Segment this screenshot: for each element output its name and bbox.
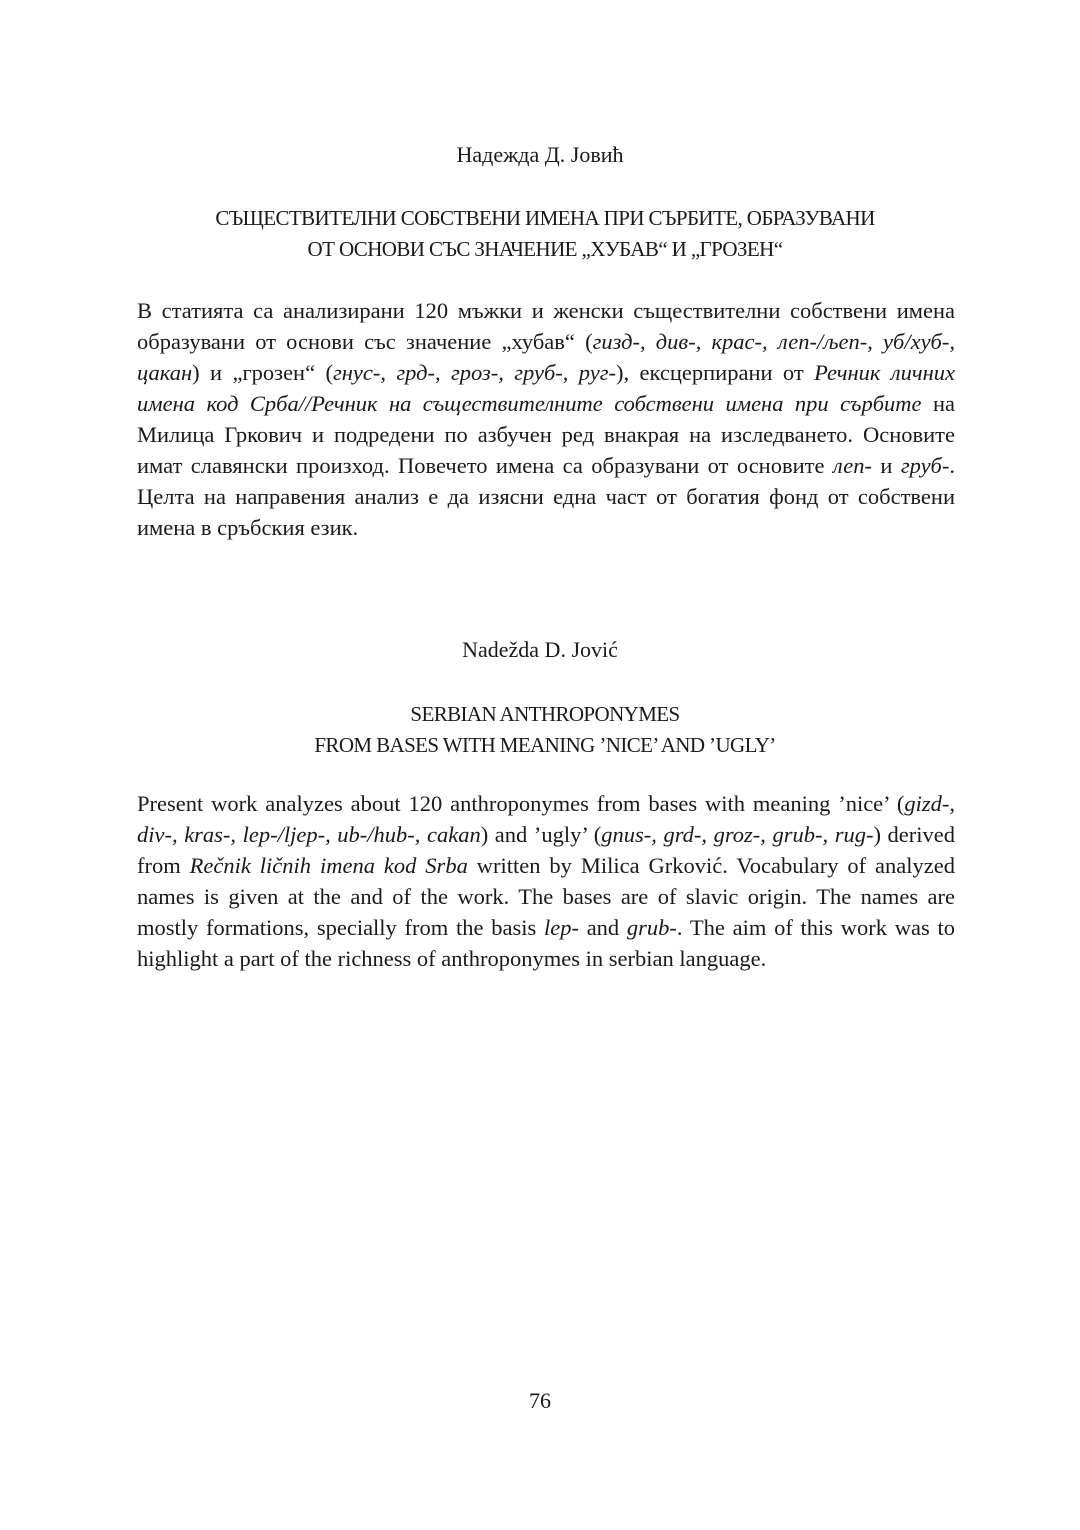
author-name-bulgarian: Надежда Д. Јовић bbox=[456, 142, 624, 167]
italic-term: леп- bbox=[832, 453, 872, 478]
title-line-1: СЪЩЕСТВИТЕЛНИ СОБСТВЕНИ ИМЕНА ПРИ СЪРБИТЕ, ОБРАЗУВАНИ bbox=[215, 206, 875, 230]
italic-term: Rečnik ličnih imena kod Srba bbox=[189, 853, 468, 878]
italic-term: гнус-, грд-, гроз-, груб-, руг- bbox=[332, 360, 617, 385]
text-run: ) and ’ugly’ ( bbox=[480, 822, 602, 847]
text-run: and bbox=[578, 915, 627, 940]
text-run: written by Milica Grković. Vocabulary of analyzed names is given at the and of the work. The bases are of slavic origin. The names are mostly formations, specially from the basis bbox=[137, 853, 955, 940]
text-run: ) и „грозен“ ( bbox=[192, 360, 333, 385]
title-line-2: FROM BASES WITH MEANING ’NICE’ AND ’UGLY’ bbox=[314, 733, 776, 757]
article-title-english bbox=[120, 699, 970, 761]
text-run: Present work analyzes about 120 anthroponymes from bases with meaning ’nice’ ( bbox=[137, 791, 905, 816]
text-run: и bbox=[871, 453, 901, 478]
title-line-2: ОТ ОСНОВИ СЪС ЗНАЧЕНИЕ „ХУБАВ“ И „ГРОЗЕН“ bbox=[307, 237, 783, 261]
text-run: ) derived from bbox=[137, 822, 955, 878]
italic-term: груб- bbox=[900, 453, 950, 478]
text-run: . Целта на направения анализ е да изясни една част от богатия фонд от собствени имена в сръбския език. bbox=[137, 453, 955, 540]
title-line-1: SERBIAN ANTHROPONYMES bbox=[410, 702, 680, 726]
italic-term: grub- bbox=[626, 915, 677, 940]
italic-term: гизд-, див-, крас-, леп-/љеп-, уб/хуб-, цакан bbox=[137, 329, 955, 385]
text-run: ), ексцерпирани от bbox=[616, 360, 815, 385]
italic-term: Речник личних имена код Срба//Речник на съществителните собствени имена при сърбите bbox=[137, 360, 955, 416]
text-run: на Милица Гркович и подредени по азбучен ред внакрая на изследването. Основите имат славянски произход. Повечето имена са образувани от основите bbox=[137, 391, 955, 478]
italic-term: gizd-, div-, kras-, lep-/ljep-, ub-/hub-, cakan bbox=[137, 791, 955, 847]
italic-term: lep- bbox=[543, 915, 579, 940]
text-run: . The aim of this work was to highlight a part of the richness of anthroponymes in serbian language. bbox=[137, 915, 955, 971]
text-run: В статията са анализирани 120 мъжки и женски съществителни собствени имена образувани от основи със значение „хубав“ ( bbox=[137, 298, 955, 354]
italic-term: gnus-, grd-, groz-, grub-, rug- bbox=[601, 822, 874, 847]
page-number: 76 bbox=[529, 1388, 551, 1413]
abstract-english bbox=[137, 788, 955, 974]
article-title-bulgarian bbox=[120, 203, 970, 265]
abstract-bulgarian bbox=[137, 295, 955, 543]
author-name-english: Nadežda D. Jović bbox=[462, 637, 618, 662]
